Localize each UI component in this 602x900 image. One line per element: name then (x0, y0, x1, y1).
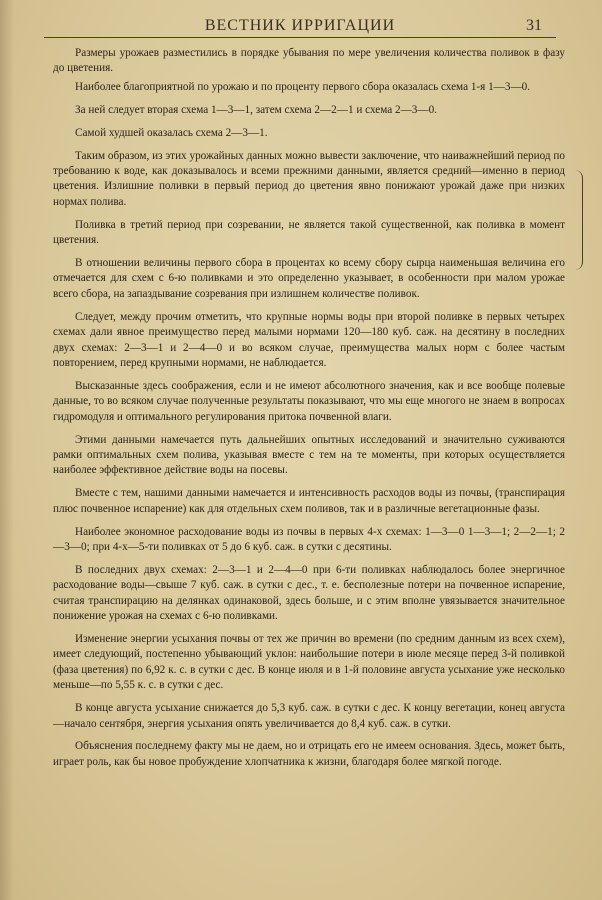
paragraph: В конце августа усыхание снижается до 5,3 куб. саж. в сутки с дес. К концу вегетации, конец августа—начало сентября, энергия усыхания опять увеличивается до 8,4 куб. саж. в сутки. (53, 702, 565, 730)
paragraph: Таким образом, из этих урожайных данных можно вывести заключение, что наиважнейший период по требованию к воде, как доказывалось и всеми прежними данными, является средний—именно в период цветения. Излишние поливки в первый период до цветения явно понижают урожай даже при низких нормах полива. (53, 149, 565, 208)
paragraph: Объяснения последнему факту мы не даем, но и отрицать его не имеем основания. Здесь, может быть, играет роль, как бы новое пробуждение хлопчатника к жизни, благодаря более мягкой погоде. (53, 740, 565, 768)
paragraph: Наиболее благоприятной по урожаю и по проценту первого сбора оказалась схема 1-я 1—3—0. (75, 80, 531, 93)
paragraph: Размеры урожаев разместились в порядке убывания по мере увеличения количества поливок в фазу до цветения. (53, 47, 565, 75)
page-number: 31 (526, 17, 542, 34)
paragraph: Самой худшей оказалась схема 2—3—1. (75, 126, 268, 139)
page-edge-shadow (0, 0, 14, 900)
running-header (44, 15, 556, 38)
journal-title: ВЕСТНИК ИРРИГАЦИИ (204, 17, 396, 34)
paragraph: За ней следует вторая схема 1—3—1, затем схема 2—2—1 и схема 2—3—0. (75, 103, 437, 116)
paragraph: Поливка в третий период при созревании, не является такой существенной, как поливка в момент цветения. (53, 218, 565, 247)
article-body (53, 46, 565, 778)
paragraph: Высказанные здесь соображения, если и не имеют абсолютного значения, как и все вообще полевые данные, то во всяком случае полученные результаты показывают, что мы еще многого не знаем в вопросах гидромодуля и оптимального регулирования притока почвенной влаги. (53, 379, 565, 423)
paragraph: Вместе с тем, нашими данными намечается и интенсивность расходов воды из почвы, (транспирация плюс почвенное испарение) как для отдельных схем поливов, так и в различные вегетационные фазы. (53, 487, 565, 515)
paragraph: Следует, между прочим отметить, что крупные нормы воды при второй поливке в первых четырех схемах дали явное преимущество перед малыми нормами 120—180 куб. саж. на десятину в последних двух схемах: 2—3—1 и 2—4—0 и во всяком случае, преимущества малых норм с более частым повторением, перед крупными нормами, не наблюдается. (53, 310, 565, 369)
paragraph: Изменение энергии усыхания почвы от тех же причин во времени (по средним данным из всех схем), имеет следующий, постепенно убывающий уклон: наибольшие потери в июле месяце перед 3-й поливкой (фаза цветения) по 6,92 к. с. в сутки с дес. В конце июля и в 1-й половине августа усыхание уже несколько меньше—по 5,55 к. с. в сутки с дес. (53, 633, 565, 692)
paragraph: Этими данными намечается путь дальнейших опытных исследований и значительно суживаются рамки оптимальных схем полива, указывая вместе с тем на те моменты, при которых осуществляется наиболее эффективное действие воды на посевы. (53, 433, 565, 477)
paragraph: В отношении величины первого сбора в процентах ко всему сбору сырца наименьшая величина его отмечается для схем с 6-ю поливками и это определенно указывает, в особенности при малом урожае всего сбора, на запаздывание созревания при излишнем количестве поливок. (53, 256, 565, 300)
margin-bracket-mark (572, 170, 583, 270)
paragraph: В последних двух схемах: 2—3—1 и 2—4—0 при 6-ти поливках наблюдалось более энергичное расходование воды—свыше 7 куб. саж. в сутки с дес., т. е. бесполезные потери на почвенное испарение, считая транспирацию на делянках одинаковой, здесь больше, и с этим вполне увязывается значительное понижение урожая на схемах с 6-ю поливками. (53, 563, 565, 623)
paragraph: Наиболее экономное расходование воды из почвы в первых 4-х схемах: 1—3—0 1—3—1; 2—2—1; 2—3—0; при 4-х—5-ти поливках от 5 до 6 куб. саж. в сутки с десятины. (53, 525, 565, 553)
